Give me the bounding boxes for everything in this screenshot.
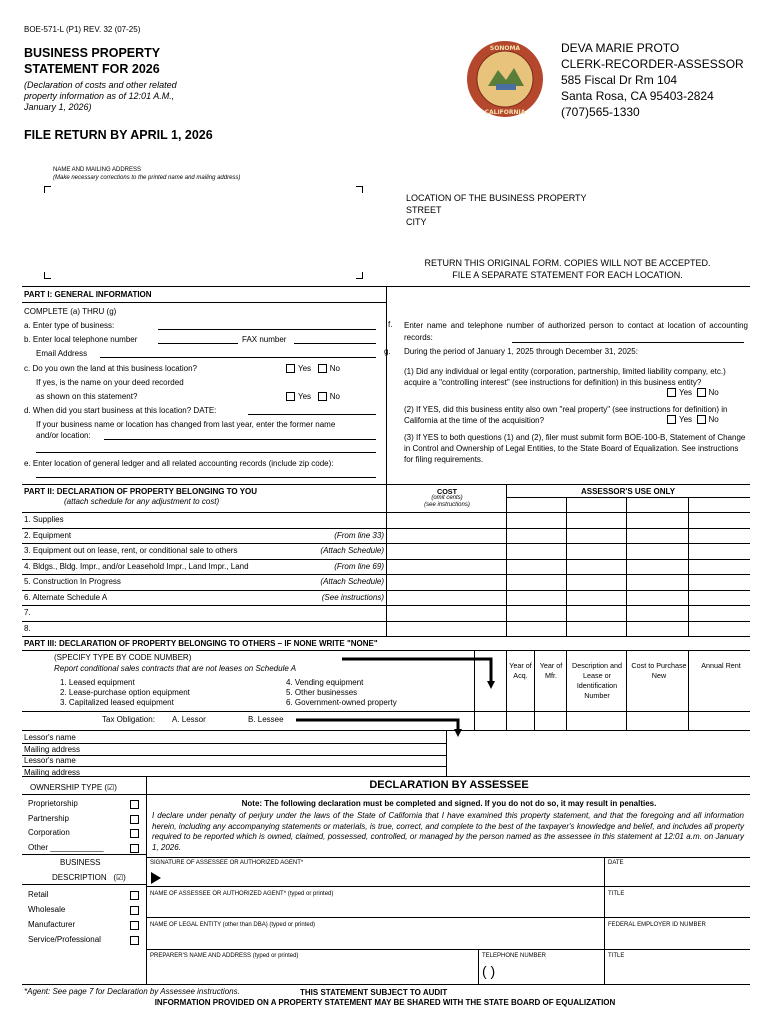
cost-header: COST: [437, 487, 457, 496]
form-id: BOE-571-L (P1) REV. 32 (07-25): [24, 25, 141, 34]
lessor-rows: Lessor's name Mailing address Lessor's name Mailing address: [24, 733, 81, 777]
address-corner-tl: [44, 186, 51, 193]
col-year-mfr: Year of Mfr.: [539, 661, 563, 680]
deed-question-2: as shown on this statement?: [36, 392, 138, 401]
col-annual-rent: Annual Rent: [701, 661, 741, 670]
business-desc-title: BUSINESS: [60, 858, 101, 867]
signature-field[interactable]: [166, 868, 602, 886]
ownership-label: Other ____________: [28, 842, 104, 852]
type-arrow-icon: [340, 655, 500, 691]
ledger-label: e. Enter location of general ledger and all related accounting records (include zip code):: [24, 459, 334, 468]
business-desc-title-2: DESCRIPTION (☑): [52, 873, 126, 882]
row-divider: [22, 621, 750, 622]
svg-text:SONOMA: SONOMA: [489, 45, 521, 52]
phone-label: b. Enter local telephone number: [24, 335, 138, 344]
start-date-label: d. When did you start business at this location? DATE:: [24, 406, 217, 415]
row-divider: [22, 574, 750, 575]
part2-cost-cell[interactable]: [388, 621, 504, 636]
tax-arrow-icon: [294, 717, 466, 739]
business-desc-checkbox[interactable]: [130, 891, 139, 900]
business-desc-label: Wholesale: [28, 905, 66, 914]
part2-cost-cell[interactable]: [388, 574, 504, 589]
ownership-label: Partnership: [28, 813, 69, 823]
ledger-field[interactable]: [36, 477, 376, 478]
return-note: RETURN THIS ORIGINAL FORM. COPIES WILL NOT BE ACCEPTED. FILE A SEPARATE STATEMENT FOR EACH LOCATION.: [424, 258, 711, 280]
ownership-checkbox[interactable]: [130, 815, 139, 824]
own-land-question: c. Do you own the land at this business location?: [24, 364, 197, 373]
control-no-checkbox[interactable]: [697, 388, 706, 397]
part2-row-note: (Attach Schedule): [320, 577, 384, 586]
ownership-checkbox[interactable]: [130, 800, 139, 809]
business-desc-checkbox[interactable]: [130, 906, 139, 915]
ownership-title: OWNERSHIP TYPE (☑): [30, 783, 117, 792]
row-divider: [22, 559, 750, 560]
part1-header: PART I: GENERAL INFORMATION: [24, 290, 152, 299]
deed-question: If yes, is the name on your deed recorded: [36, 378, 184, 387]
part2-cost-cell[interactable]: [388, 605, 504, 620]
row-divider: [22, 590, 750, 591]
phone-number-label: TELEPHONE NUMBER: [482, 953, 547, 959]
address-corner-tr: [356, 186, 363, 193]
part2-row-label: 4. Bldgs., Bldg. Impr., and/or Leasehold Impr., Land Impr., Land: [24, 561, 249, 571]
codes-right: 4. Vending equipment 5. Other businesses 6. Government-owned property: [286, 678, 397, 707]
footer-agent-note: *Agent: See page 7 for Declaration by Assessee instructions.: [24, 987, 240, 996]
signature-label: SIGNATURE OF ASSESSEE OR AUTHORIZED AGENT*: [150, 860, 304, 866]
contact-person-label: Enter name and telephone number of authorized person to contact at location of accounting records:: [404, 321, 748, 342]
part2-row-label: 1. Supplies: [24, 515, 64, 524]
declaration-text: I declare under penalty of perjury under the laws of the State of California that I have examined this property statement, and that the foregoing and all information herein, including any accompanying statements or materials, is true, correct, and complete to the best of the taxpayer's knowledge and belief, and includes all property required to be reported which is owned, claimed, possessed, controlled, or managed by the person named as the assessee in this statement at 12:01 a.m. on January 1, 2026.: [152, 811, 744, 852]
part2-cost-cell[interactable]: [388, 559, 504, 574]
cost-subheader: (omit cents) (see instructions): [424, 495, 470, 508]
business-desc-label: Manufacturer: [28, 920, 76, 929]
sign-here-arrow-icon: [150, 871, 162, 885]
own-land-no-checkbox[interactable]: [318, 364, 327, 373]
part2-header: PART II: DECLARATION OF PROPERTY BELONGING TO YOU: [24, 487, 258, 496]
part2-cost-cell[interactable]: [388, 512, 504, 527]
row-divider: [22, 528, 750, 529]
ownership-label: Corporation: [28, 828, 70, 837]
contact-person-field[interactable]: [512, 342, 744, 343]
part2-row-note: (Attach Schedule): [320, 546, 384, 555]
start-date-field[interactable]: [248, 414, 376, 415]
former-location-field-2[interactable]: [36, 452, 376, 453]
part1-complete: COMPLETE (a) THRU (g): [24, 307, 117, 316]
own-land-yes-checkbox[interactable]: [286, 364, 295, 373]
real-property-yes-checkbox[interactable]: [667, 415, 676, 424]
file-by-date: FILE RETURN BY APRIL 1, 2026: [24, 128, 213, 142]
form-subtitle: (Declaration of costs and other related property information as of 12:01 A.M., January 1, 2026): [24, 80, 177, 112]
period-label: During the period of January 1, 2025 through December 31, 2025:: [404, 347, 638, 356]
business-desc-label: Service/Professional: [28, 935, 101, 944]
ownership-checkbox[interactable]: [130, 844, 139, 853]
part2-row-label: 8.: [24, 623, 31, 633]
date-label: DATE: [608, 860, 624, 866]
part3-specify: (SPECIFY TYPE BY CODE NUMBER): [54, 653, 192, 662]
real-property-options: Yes No: [667, 415, 719, 424]
part3-header: PART III: DECLARATION OF PROPERTY BELONGING TO OTHERS – IF NONE WRITE "NONE": [24, 639, 378, 648]
business-type-label: a. Enter type of business:: [24, 321, 115, 330]
own-land-options: Yes No: [286, 364, 340, 373]
part2-row-label: 3. Equipment out on lease, rent, or conditional sale to others: [24, 546, 238, 555]
former-location-field[interactable]: [104, 439, 376, 440]
part2-row-note: (From line 69): [334, 561, 384, 571]
part2-cost-cell[interactable]: [388, 543, 504, 558]
declaration-note: Note: The following declaration must be completed and signed. If you do not do so, it may result in penalties.: [241, 799, 657, 808]
form-title: BUSINESS PROPERTY STATEMENT FOR 2026: [24, 46, 161, 76]
part2-row-label: 7.: [24, 608, 31, 617]
codes-left: 1. Leased equipment 2. Lease-purchase option equipment 3. Capitalized leased equipment: [60, 678, 190, 707]
agent-name-label[interactable]: NAME OF ASSESSEE OR AUTHORIZED AGENT* (typed or printed): [150, 891, 334, 897]
tax-lessor-option[interactable]: A. Lessor: [172, 715, 206, 724]
control-interest-options: Yes No: [667, 388, 719, 397]
former-location-label: and/or location:: [36, 431, 91, 440]
fax-label: FAX number: [242, 335, 287, 344]
part2-row-label: 5. Construction In Progress: [24, 577, 121, 586]
col-year-acq: Year of Acq.: [509, 661, 532, 680]
svg-text:CALIFORNIA: CALIFORNIA: [484, 109, 526, 116]
part2-row-note: (From line 33): [334, 530, 384, 540]
col-description: Description and Lease or Identification Number: [572, 661, 622, 700]
ownership-label: Proprietorship: [28, 799, 78, 808]
county-seal: [466, 40, 544, 118]
part2-cost-cell[interactable]: [388, 528, 504, 543]
tax-obligation-label: Tax Obligation:: [102, 715, 155, 724]
title-label[interactable]: TITLE: [608, 891, 625, 897]
phone-number-field[interactable]: ( ): [482, 963, 496, 979]
row-divider: [22, 605, 750, 606]
real-property-question: (2) If YES, did this business entity also own "real property" (see instructions for definition) in California at the time of the acquisition?: [404, 405, 728, 425]
deed-no-checkbox[interactable]: [318, 392, 327, 401]
fax-field[interactable]: [294, 343, 376, 344]
tax-lessee-option[interactable]: B. Lessee: [248, 715, 284, 724]
business-desc-label: Retail: [28, 890, 49, 899]
part2-row-label: 6. Alternate Schedule A: [24, 592, 108, 602]
declaration-title: DECLARATION BY ASSESSEE: [369, 779, 529, 791]
assessor-use-header: ASSESSOR'S USE ONLY: [580, 487, 676, 496]
ownership-checkbox[interactable]: [130, 829, 139, 838]
legal-entity-label[interactable]: NAME OF LEGAL ENTITY (other than DBA) (typed or printed): [150, 922, 316, 928]
deed-yes-checkbox[interactable]: [286, 392, 295, 401]
f-label: f.: [388, 320, 393, 329]
footer-shared: INFORMATION PROVIDED ON A PROPERTY STATEMENT MAY BE SHARED WITH THE STATE BOARD OF EQUALIZATION: [154, 998, 616, 1007]
assessor-address: DEVA MARIE PROTO CLERK-RECORDER-ASSESSOR 585 Fiscal Dr Rm 104 Santa Rosa, CA 95403-2824 (707)565-1330: [561, 41, 744, 119]
email-field[interactable]: [100, 357, 376, 358]
address-corner-bl: [44, 272, 51, 279]
boe-100b-note: (3) If YES to both questions (1) and (2), filer must submit form BOE-100-B, Statement of Change in Control and Ownership of Legal Entities, to the State Board of Equalization. See instructions for filing requirements.: [404, 433, 746, 464]
email-label: Email Address: [36, 349, 88, 358]
part2-sub: (attach schedule for any adjustment to cost): [64, 497, 220, 506]
part2-row-note: (See instructions): [321, 592, 384, 602]
g-label: g.: [384, 347, 391, 356]
control-yes-checkbox[interactable]: [667, 388, 676, 397]
address-corner-br: [356, 272, 363, 279]
real-property-no-checkbox[interactable]: [697, 415, 706, 424]
footer-audit: THIS STATEMENT SUBJECT TO AUDIT: [300, 988, 448, 997]
row-divider: [22, 543, 750, 544]
phone-field[interactable]: [158, 343, 238, 344]
part3-report: Report conditional sales contracts that are not leases on Schedule A: [54, 664, 297, 673]
fein-label[interactable]: FEDERAL EMPLOYER ID NUMBER: [608, 922, 706, 928]
mailing-label: NAME AND MAILING ADDRESS (Make necessary corrections to the printed name and mailing address): [53, 167, 241, 181]
business-desc-checkbox[interactable]: [130, 921, 139, 930]
control-interest-question: (1) Did any individual or legal entity (corporation, partnership, limited liability company, etc.) acquire a "controlling interest" (see instructions for definition) in this business entity?: [404, 367, 726, 387]
business-desc-checkbox[interactable]: [130, 936, 139, 945]
col-cost-new: Cost to Purchase New: [631, 661, 687, 680]
former-name-label: If your business name or location has changed from last year, enter the former name: [36, 420, 336, 429]
part2-cost-cell[interactable]: [388, 590, 504, 605]
preparer-title-label[interactable]: TITLE: [608, 953, 625, 959]
business-type-field[interactable]: [158, 329, 376, 330]
deed-options: Yes No: [286, 392, 340, 401]
part2-row-label: 2. Equipment: [24, 530, 72, 540]
preparer-label[interactable]: PREPARER'S NAME AND ADDRESS (typed or printed): [150, 953, 299, 959]
location-block: LOCATION OF THE BUSINESS PROPERTY STREET CITY: [406, 193, 587, 227]
